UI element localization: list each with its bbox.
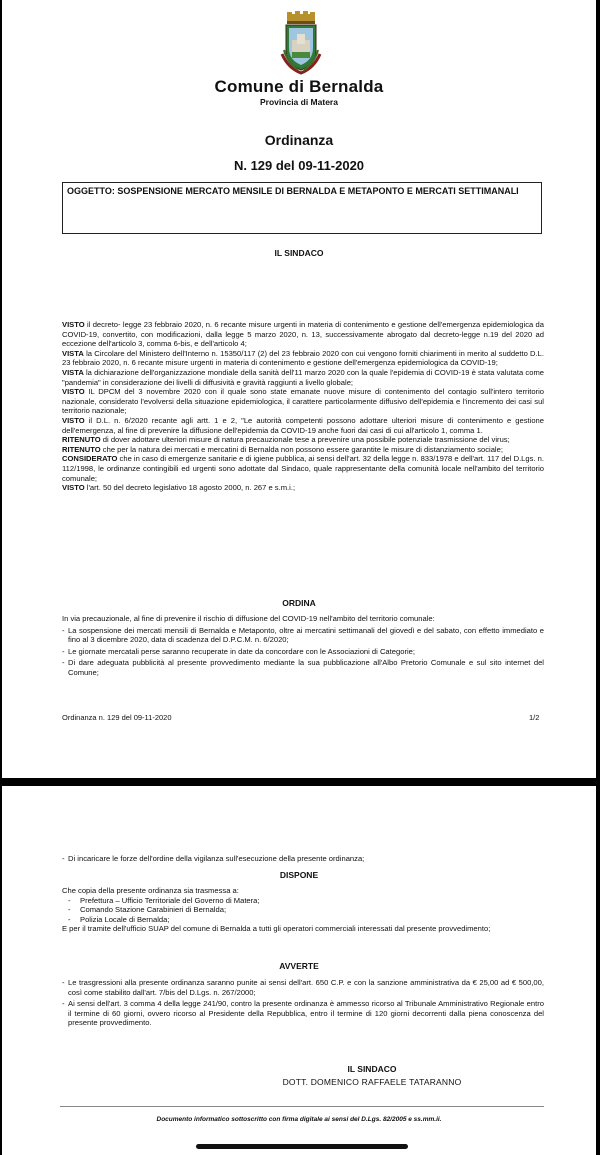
preamble-text: la dichiarazione dell'organizzazione mondiale della sanità dell'11 marzo 2020 con la quale l'epidemia di COVID-19 è stata valutata come "pandemia" in considerazione dei livelli di diffusività e gravità raggiunti a livello globale; [62, 367, 544, 387]
home-indicator-bar[interactable] [196, 1144, 408, 1149]
preamble-keyword: VISTO [62, 387, 85, 397]
preamble-keyword: VISTO [62, 415, 85, 425]
preamble-keyword: VISTA [62, 348, 84, 358]
document-page-2 [2, 786, 596, 1155]
preamble-paragraph [62, 349, 544, 368]
preamble-text: la Circolare del Ministero dell'Interno n. 15350/117 (2) del 23 febbraio 2020 con cui vengono forniti chiarimenti in merito al suddetto D.L. 23 febbraio 2020, n. 6 recante misure urgenti in materia di contenimento e gestione dell'emergenza epidemiologica da COVID-19; [62, 348, 544, 368]
preamble-paragraph [62, 445, 544, 455]
preamble-paragraph [62, 368, 544, 387]
order-item: - Di incaricare le forze dell'ordine della vigilanza sull'esecuzione della presente ordinanza; [62, 854, 544, 864]
preamble-text: il decreto- legge 23 febbraio 2020, n. 6 recante misure urgenti in materia di contenimento e gestione dell'emergenza epidemiologica da COVID-19, convertito, con modificazioni, dalla legge 5 marzo 2020, n. 13, successivamente abrogato dal decreto-legge n.19 del 2020 ad eccezione dell'articolo 3, comma 6-bis, e dell'articolo 4; [62, 320, 544, 349]
preamble-paragraph [62, 435, 544, 445]
warnings-section [62, 978, 544, 1030]
municipality-name: Comune di Bernalda [214, 77, 384, 96]
warning-item: - Ai sensi dell'art. 3 comma 4 della legge 241/90, contro la presente ordinanza è ammesso ricorso al Tribunale Amministrativo Regionale entro il termine di 60 giorni, ovvero ricorso al Presidente della Repubblica, entro il termine di 120 giorni decorrenti dalla piena conoscenza del presente provvedimento. [62, 999, 544, 1028]
preamble-section [62, 320, 544, 493]
preamble-keyword: RITENUTO [62, 444, 101, 454]
preamble-keyword: VISTO [62, 320, 85, 329]
provisions-intro: Che copia della presente ordinanza sia trasmessa a: [62, 886, 239, 895]
document-number: N. 129 del 09-11-2020 [233, 158, 365, 173]
coat-of-arms-icon [278, 10, 324, 76]
order-item: - La sospensione dei mercati mensili di Bernalda e Metaponto, oltre ai mercatini settimanali del giovedì e del sabato, con effetto immediato e fino al 3 dicembre 2020, data di scadenza del D.P.C.M. n. 6/2020; [62, 626, 544, 645]
page-number: 1/2 [529, 713, 540, 722]
recipient-item: - Prefettura – Ufficio Territoriale del Governo di Matera; [62, 896, 544, 906]
province-name: Provincia di Matera [260, 97, 338, 107]
orders-section [62, 614, 544, 680]
preamble-text: IL DPCM del 3 novembre 2020 con il quale sono state emanate nuove misure di contenimento del contagio sull'intero territorio nazionale, considerato l'evolversi della situazione epidemiologica, il carattere particolarmente diffusivo dell'epidemia e l'incremento dei casi sul territorio nazionale; [62, 387, 544, 416]
warnings-heading: AVVERTE [279, 961, 319, 971]
digital-signature-note: Documento informatico sottoscritto con firma digitale ai sensi del D.Lgs. 82/2005 e ss.mm.ii. [156, 1116, 442, 1123]
order-item: - Di dare adeguata pubblicità al presente provvedimento mediante la sua pubblicazione all'Albo Pretorio Comunale e sul sito internet del Comune; [62, 658, 544, 677]
preamble-text: il D.L. n. 6/2020 recante agli artt. 1 e 2, "Le autorità competenti possono adottare ulteriori misure di contenimento e gestione dell'emergenza, al fine di prevenire la diffusione dell'epidemia da COVID-19 anche fuori dai casi di cui all'articolo 1, comma 1. [62, 415, 544, 435]
preamble-keyword: VISTO [62, 483, 85, 493]
signatory-name: DOTT. DOMENICO RAFFAELE TATARANNO [282, 1077, 462, 1087]
recipient-item: - Comando Stazione Carabinieri di Bernalda; [62, 905, 544, 915]
preamble-text: che per la natura dei mercati e mercatini di Bernalda non possono essere garantite le misure di distanziamento sociale; [100, 444, 503, 454]
warning-item: - Le trasgressioni alla presente ordinanza saranno punite ai sensi dell'art. 650 C.P. e con la sanzione amministrativa da € 25,00 ad € 500,00, così come stabilito dall'art. 7/bis del D.Lgs. n. 267/2000; [62, 978, 544, 997]
document-page-1 [2, 0, 596, 778]
enforcement-item [62, 854, 544, 866]
preamble-paragraph [62, 387, 544, 416]
document-title: Ordinanza [264, 132, 334, 148]
preamble-paragraph [62, 454, 544, 483]
preamble-text: di dover adottare ulteriori misure di natura precauzionale tese a prevenire una possibile potenziale trasmissione del virus; [100, 435, 510, 445]
footer-divider [60, 1106, 544, 1107]
preamble-paragraph [62, 416, 544, 435]
orders-intro: In via precauzionale, al fine di prevenire il rischio di diffusione del COVID-19 nell'ambito del territorio comunale: [62, 614, 435, 623]
order-item: - Le giornate mercatali perse saranno recuperate in date da concordare con le Associazioni di Categorie; [62, 647, 544, 657]
subject-box: OGGETTO: SOSPENSIONE MERCATO MENSILE DI BERNALDA E METAPONTO E MERCATI SETTIMANALI [62, 182, 542, 234]
preamble-paragraph [62, 320, 544, 349]
preamble-keyword: RITENUTO [62, 435, 101, 445]
preamble-keyword: CONSIDERATO [62, 454, 118, 464]
signature-title: IL SINDACO [347, 1064, 397, 1074]
provisions-heading: DISPONE [279, 870, 319, 880]
orders-heading: ORDINA [282, 598, 316, 608]
page-footer-reference: Ordinanza n. 129 del 09-11-2020 [62, 713, 172, 722]
preamble-text: che in caso di emergenze sanitarie e di igiene pubblica, ai sensi dell'art. 32 della legge n. 833/1978 e dell'art. 117 del D.Lgs. n. 112/1998, le ordinanze contingibili ed urgenti sono adottate dal Sindaco, quale rappresentante della comunità locale nell'ambito del territorio comunale; [62, 454, 544, 483]
preamble-paragraph [62, 483, 544, 493]
provisions-outro: E per il tramite dell'ufficio SUAP del comune di Bernalda a tutti gli operatori commerciali interessati dal presente provvedimento; [62, 924, 491, 934]
preamble-text: l'art. 50 del decreto legislativo 18 agosto 2000, n. 267 e s.m.i.; [84, 483, 296, 493]
mayor-heading: IL SINDACO [274, 248, 324, 258]
provisions-section [62, 886, 544, 936]
preamble-keyword: VISTA [62, 367, 84, 377]
recipient-item: - Polizia Locale di Bernalda; [62, 915, 544, 925]
